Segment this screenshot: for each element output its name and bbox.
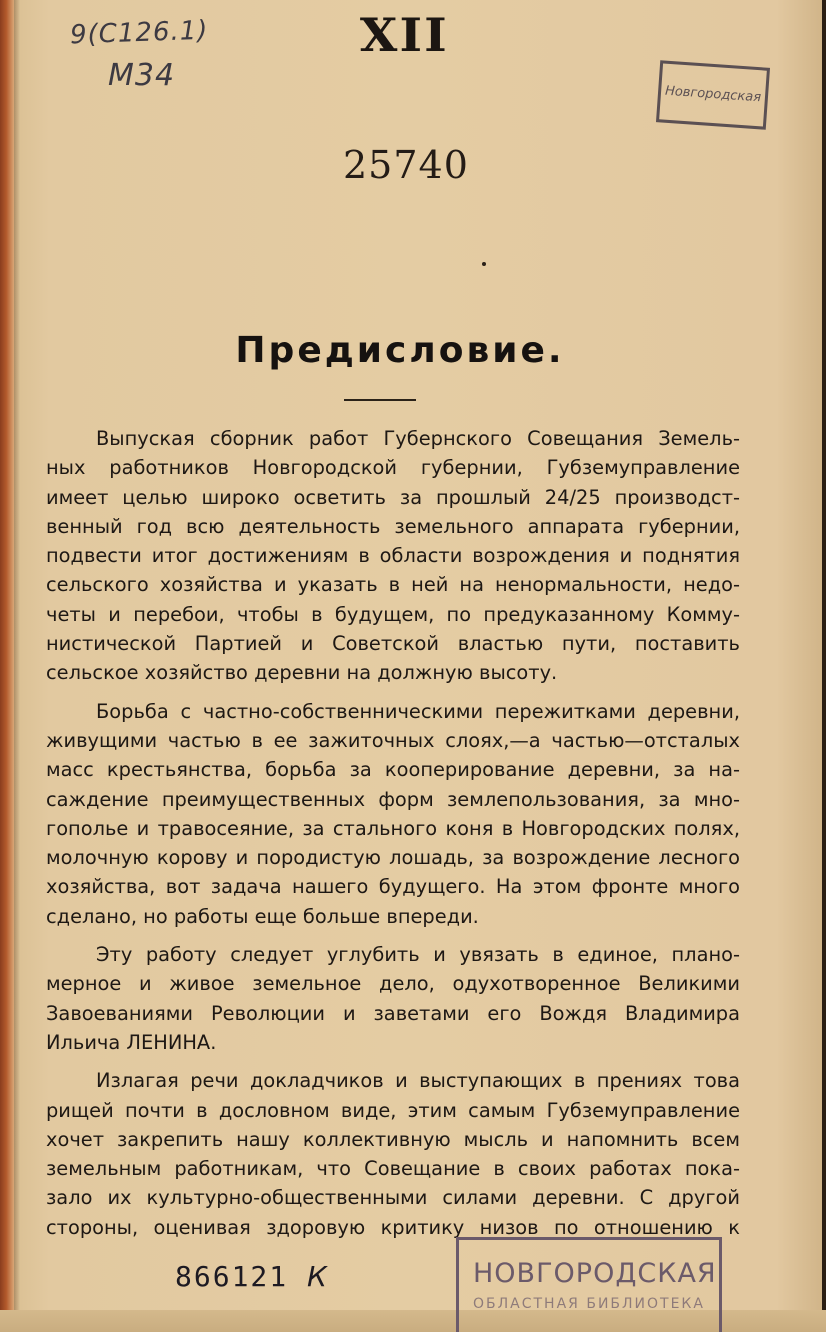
text-line: сельское хозяйство деревни на должную высоту.	[46, 661, 558, 685]
text-line: сделано, но работы еще больше впереди.	[46, 904, 479, 928]
text-line: нистической Партией и Советской властью пути, поставить	[46, 632, 740, 656]
page-edge	[822, 0, 826, 1332]
small-library-stamp	[656, 60, 770, 130]
text-line: венный год всю деятельность земельного аппарата губернии,	[46, 514, 740, 538]
text-line: зало их культурно-общественными силами деревни. С другой	[46, 1186, 740, 1210]
small-stamp-text: Новгородская	[664, 83, 762, 106]
text-line: подвести итог достижениям в области возрождения и поднятия	[46, 544, 740, 568]
library-stamp-subtitle: ОБЛАСТНАЯ БИБЛИОТЕКА	[473, 1296, 705, 1312]
accession-number: 25740	[343, 143, 469, 187]
text-line: молочную корову и породистую лошадь, за возрождение лесного	[46, 846, 740, 870]
text-line: Ильича ЛЕНИНА.	[46, 1030, 217, 1054]
text-line: Излагая речи докладчиков и выступающих в прениях това	[96, 1069, 740, 1093]
text-line: мерное и живое земельное дело, одухотворенное Великими	[46, 972, 740, 996]
text-line: Выпуская сборник работ Губернского Совещания Земель-	[96, 427, 740, 450]
page-title: Предисловие.	[235, 330, 565, 371]
handwritten-shelfmark: 9(С126.1)	[69, 15, 209, 51]
paragraph	[46, 697, 740, 931]
text-line: живущими частью в ее зажиточных слоях,—а частью—отсталых	[46, 728, 740, 752]
text-line: ных работников Новгородской губернии, Губземуправление	[46, 456, 740, 480]
text-line: хозяйства, вот задача нашего будущего. На этом фронте много	[46, 875, 740, 899]
text-line: гополье и травосеяние, за стального коня в Новгородских полях,	[46, 816, 740, 840]
text-line: рищей почти в дословном виде, этим самым Губземуправление	[46, 1098, 740, 1122]
text-line: Завоеваниями Революции и заветами его Вождя Владимира	[46, 1001, 740, 1025]
paragraph-gap	[46, 931, 740, 940]
text-line: стороны, оценивая здоровую критику низов по отношению к	[46, 1215, 740, 1239]
handwritten-author-mark: М34	[108, 58, 176, 93]
inventory-number	[175, 1260, 329, 1293]
body-text	[46, 424, 740, 1242]
spine-shadow	[14, 0, 20, 1332]
binding-spine	[0, 0, 14, 1332]
text-line: Борьба с частно-собственническими пережитками деревни,	[96, 699, 740, 723]
library-stamp-title: НОВГОРОДСКАЯ	[473, 1258, 717, 1289]
text-line: масс крестьянства, борьба за кооперирование деревни, за на-	[46, 758, 740, 782]
text-line: хочет закрепить нашу коллективную мысль и напомнить всем	[46, 1127, 740, 1151]
paragraph	[46, 940, 740, 1057]
text-line: саждение преимущественных форм землепользования, за мно-	[46, 787, 740, 811]
library-stamp	[456, 1237, 722, 1332]
volume-number: XII	[359, 8, 449, 62]
text-line: четы и перебои, чтобы в будущем, по предуказанному Комму-	[46, 602, 740, 626]
text-line: земельным работникам, что Совещание в своих работах пока-	[46, 1157, 740, 1181]
text-line: сельского хозяйства и указать в ней на ненормальности, недо-	[46, 573, 740, 597]
paragraph-gap	[46, 1057, 740, 1066]
inventory-digits: 866121	[175, 1260, 289, 1293]
paragraph	[46, 424, 740, 688]
text-line: имеет целью широко осветить за прошлый 24/25 производст-	[46, 485, 740, 509]
paragraph-gap	[46, 688, 740, 697]
title-divider	[344, 399, 416, 401]
paper-speck	[482, 262, 486, 266]
paragraph	[46, 1066, 740, 1242]
inventory-suffix: К	[307, 1260, 329, 1293]
text-line: Эту работу следует углубить и увязать в единое, плано-	[96, 943, 740, 967]
